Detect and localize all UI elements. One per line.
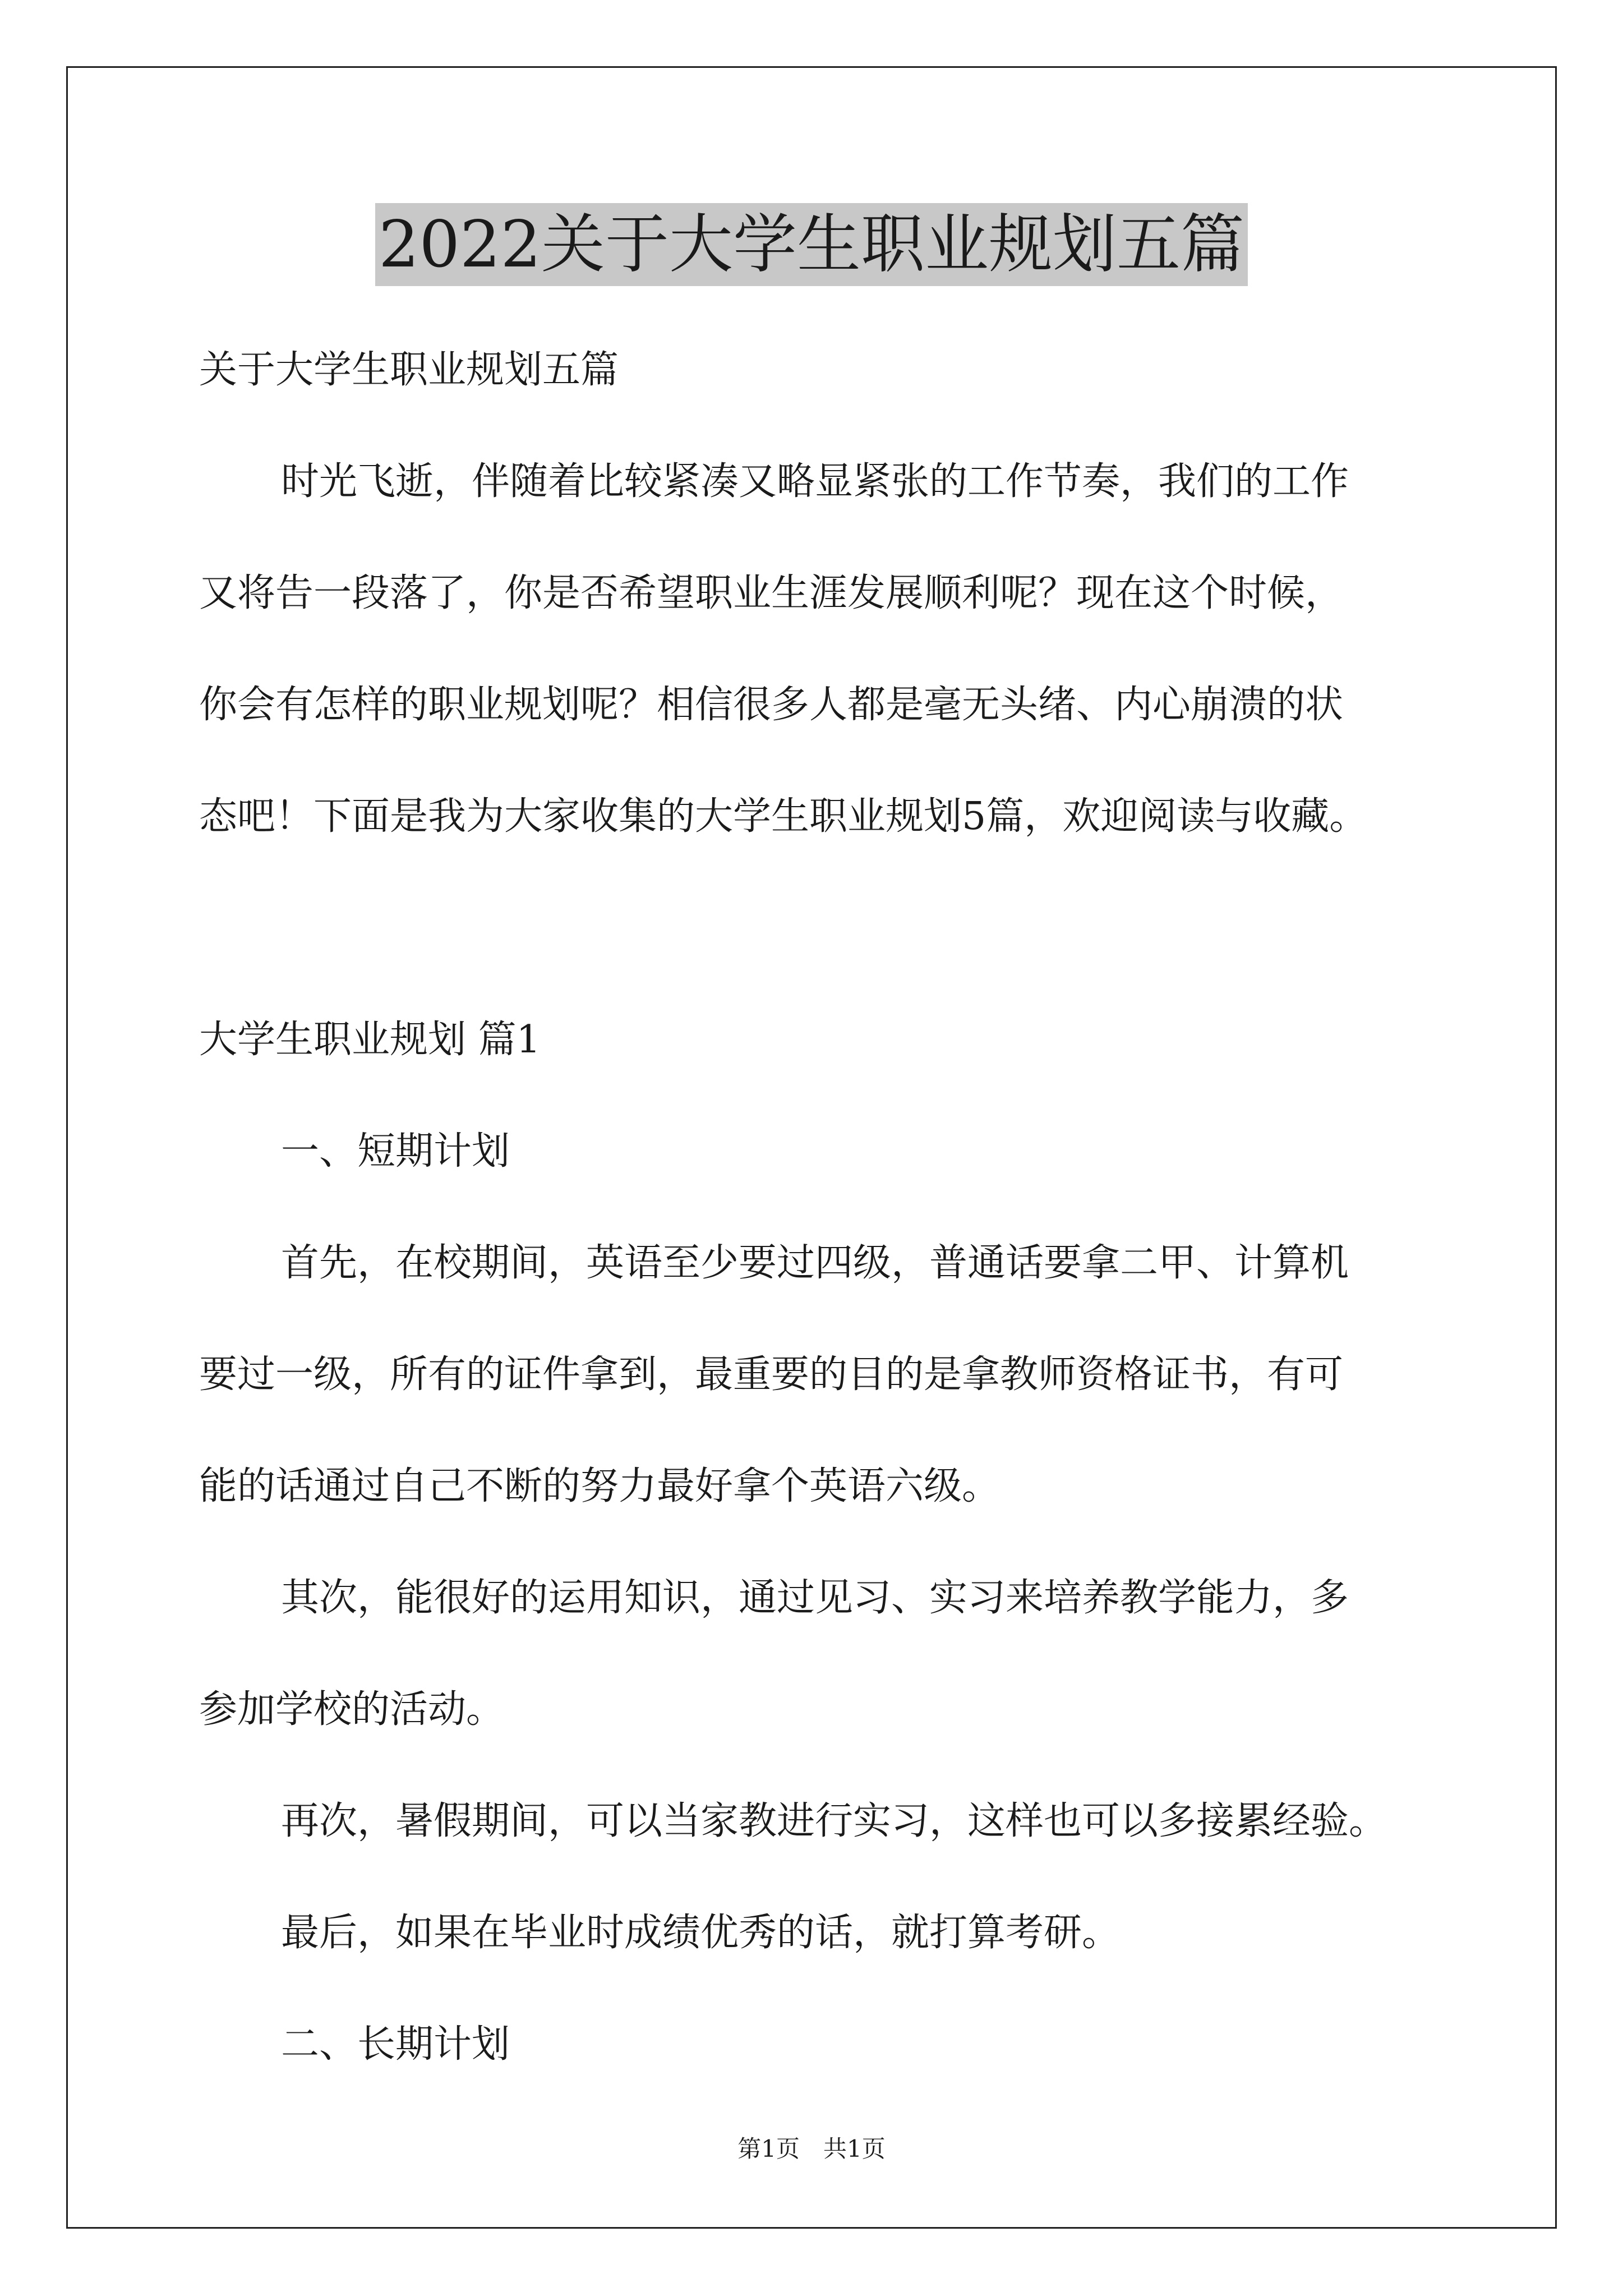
text-line: 首先，在校期间，英语至少要过四级，普通话要拿二甲、计算机 — [281, 1241, 1349, 1285]
text-line: 大学生职业规划 篇1 — [199, 1018, 541, 1062]
text-line: 再次，暑假期间，可以当家教进行实习，这样也可以多接累经验。 — [281, 1799, 1387, 1843]
text-line: 要过一级，所有的证件拿到，最重要的目的是拿教师资格证书，有可 — [199, 1352, 1344, 1397]
text-line: 最后，如果在毕业时成绩优秀的话，就打算考研。 — [281, 1911, 1121, 1955]
page-footer: 第1页 共1页 — [737, 2135, 886, 2162]
text-line: 其次，能很好的运用知识，通过见习、实习来培养教学能力，多 — [281, 1576, 1349, 1620]
text-line: 一、短期计划 — [281, 1129, 510, 1174]
title-container — [0, 203, 1623, 286]
document-body — [199, 314, 1430, 2100]
paragraph-gap — [199, 872, 1430, 984]
text-line: 时光飞逝，伴随着比较紧凑又略显紧张的工作节奏，我们的工作 — [281, 459, 1349, 504]
text-line: 二、长期计划 — [281, 2022, 510, 2067]
document-title: 2022关于大学生职业规划五篇 — [375, 203, 1248, 286]
text-line: 你会有怎样的职业规划呢？相信很多人都是毫无头绪、内心崩溃的状 — [199, 683, 1344, 727]
text-line: 关于大学生职业规划五篇 — [199, 348, 619, 392]
text-line: 参加学校的活动。 — [199, 1687, 505, 1732]
text-line: 态吧！下面是我为大家收集的大学生职业规划5篇，欢迎阅读与收藏。 — [199, 794, 1368, 839]
text-line: 能的话通过自己不断的努力最好拿个英语六级。 — [199, 1464, 1000, 1508]
text-line: 又将告一段落了，你是否希望职业生涯发展顺利呢？现在这个时候， — [199, 571, 1344, 615]
